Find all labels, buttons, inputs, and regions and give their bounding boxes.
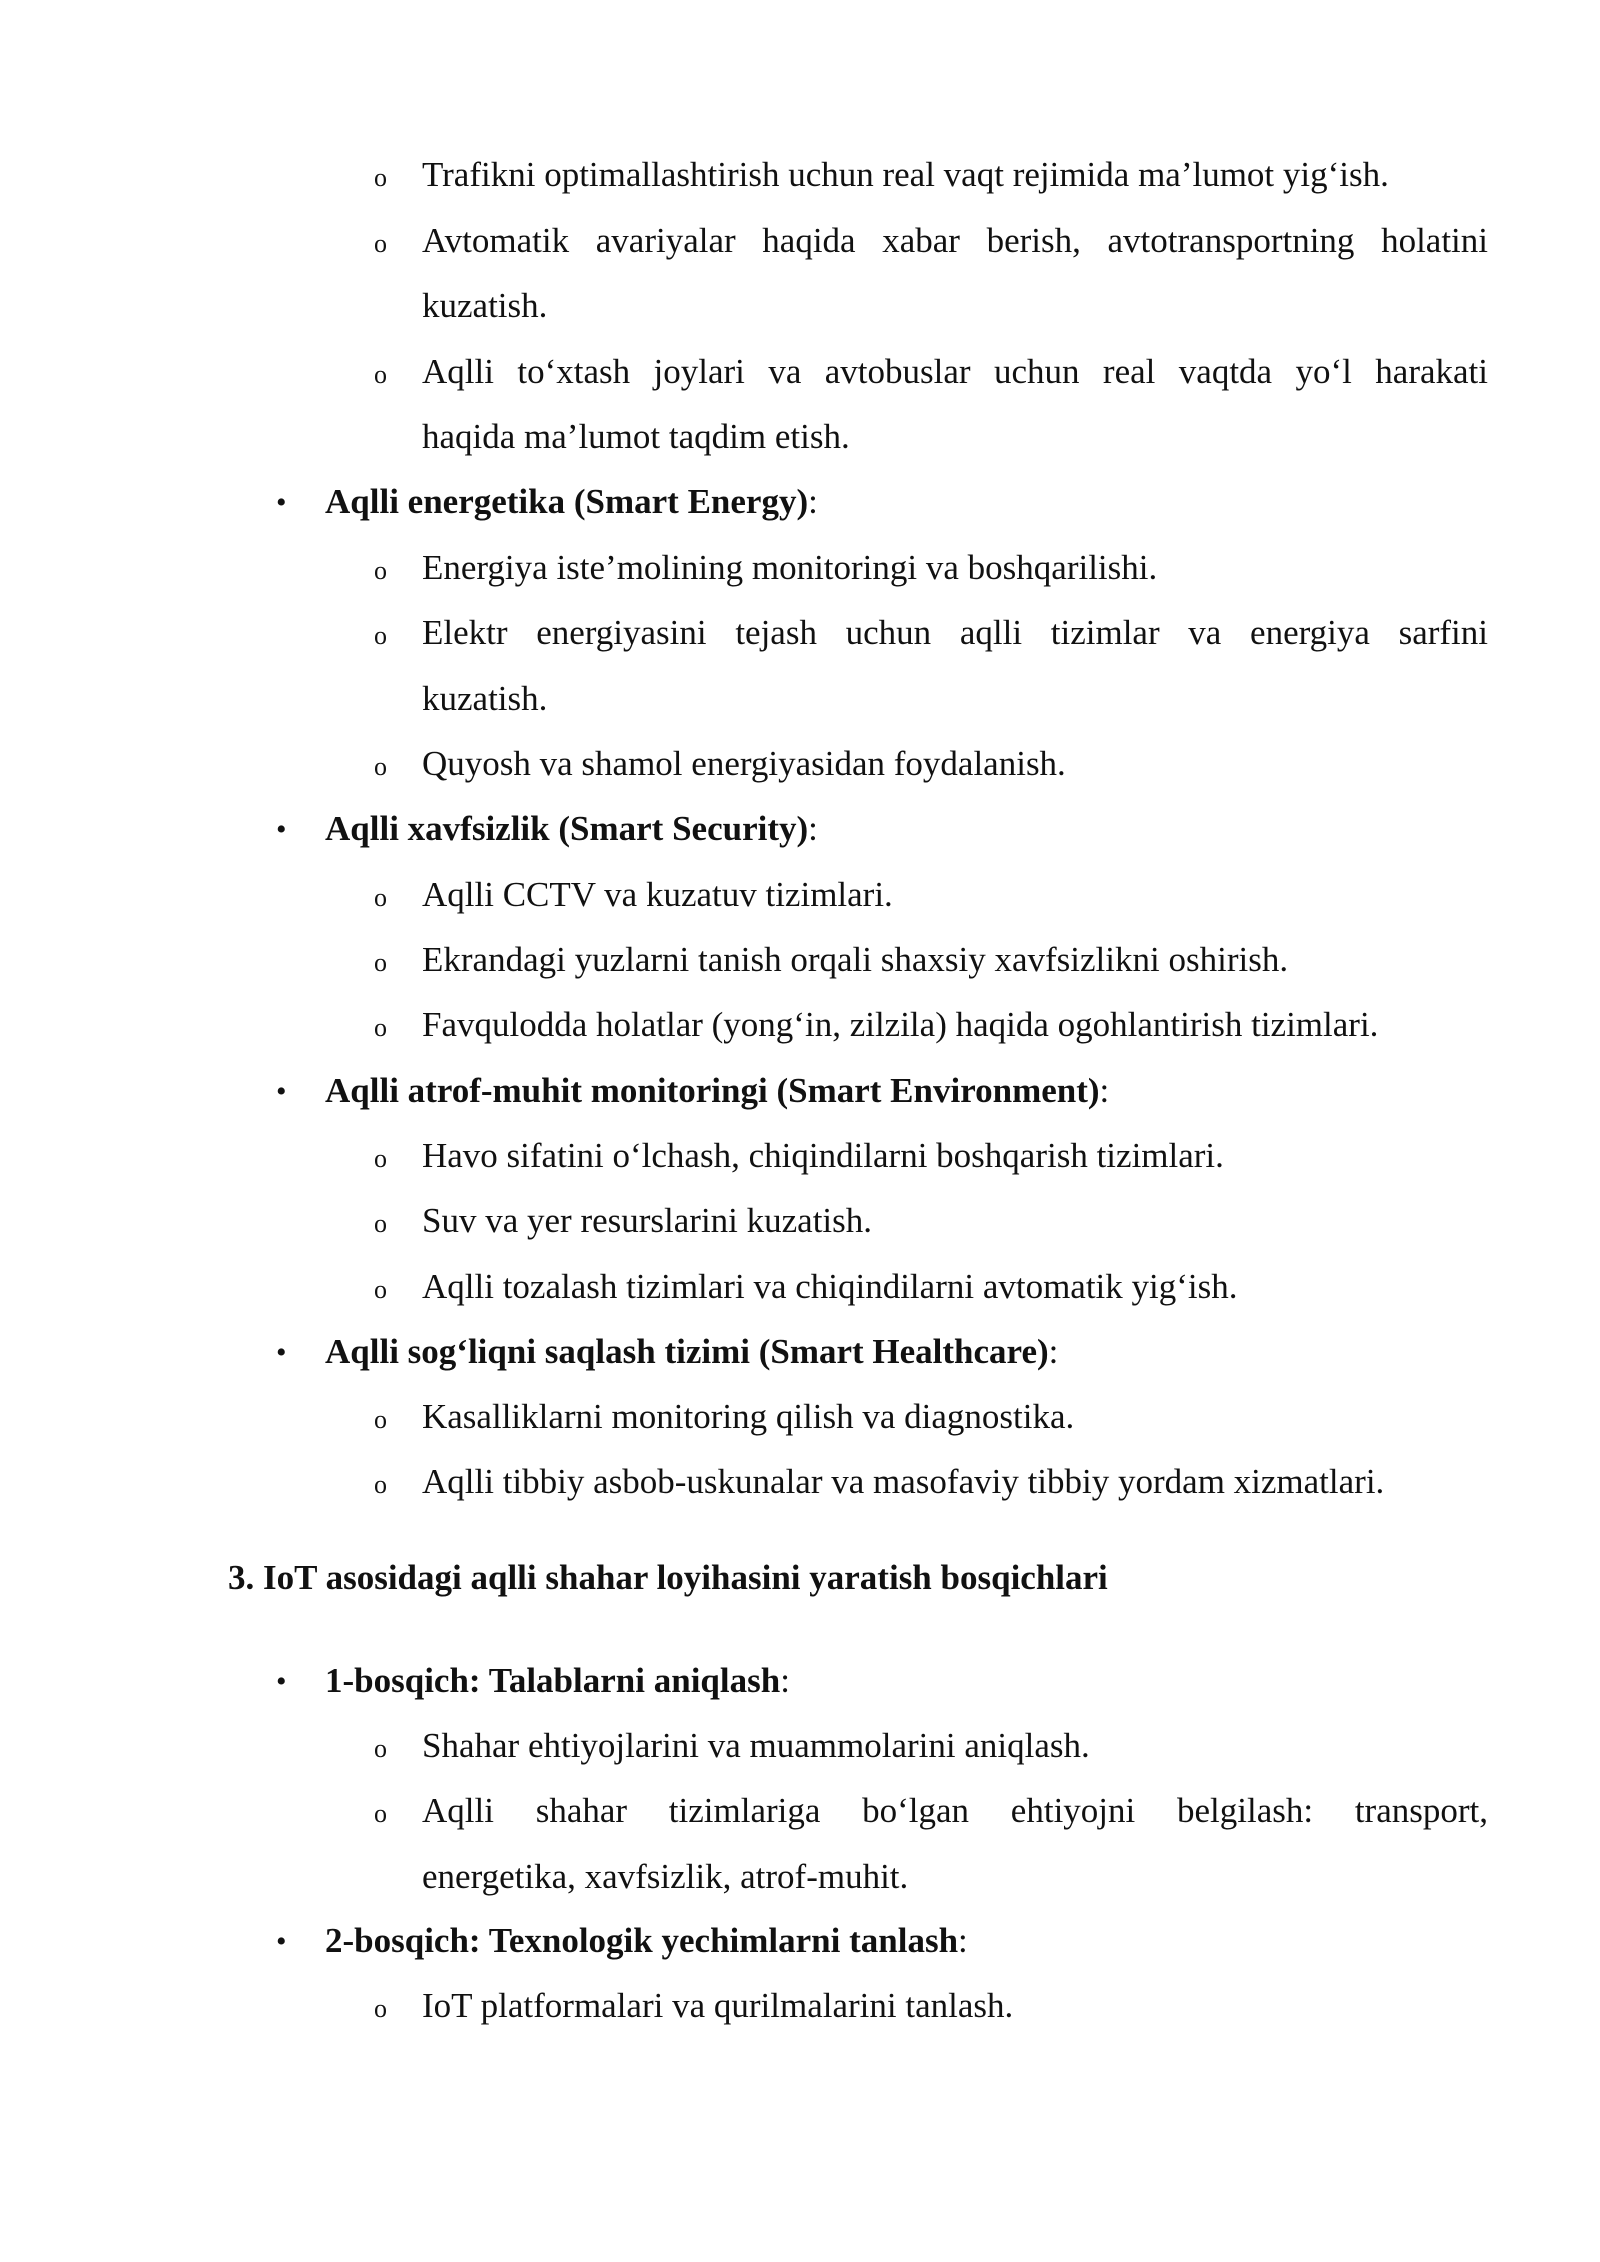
list-item: Suv va yer resurslarini kuzatish.	[422, 1201, 873, 1240]
bullet-colon: :	[1048, 1332, 1059, 1371]
bullet-heading-step2	[325, 1919, 968, 1963]
list-item: Aqlli shahar tizimlariga bo‘lgan ehtiyojni belgilash: transport,	[422, 1791, 1488, 1830]
bullet-title: Aqlli xavfsizlik (Smart Security)	[325, 809, 809, 848]
list-item: Quyosh va shamol energiyasidan foydalanish.	[422, 744, 1066, 783]
bullet-title: Aqlli atrof-muhit monitoringi (Smart Environment)	[325, 1071, 1100, 1110]
list-item: Favqulodda holatlar (yong‘in, zilzila) haqida ogohlantirish tizimlari.	[422, 1005, 1379, 1044]
sub-bullet-marker: o	[374, 1994, 387, 2023]
list-item: IoT platformalari va qurilmalarini tanlash.	[422, 1986, 1014, 2025]
sub-bullet-marker: o	[374, 1144, 387, 1173]
bullet-marker: •	[276, 1665, 287, 1698]
bullet-title: Aqlli energetika (Smart Energy)	[325, 482, 809, 521]
list-item-continuation: energetika, xavfsizlik, atrof-muhit.	[422, 1857, 909, 1896]
sub-bullet-marker: o	[374, 163, 387, 192]
bullet-heading-step1	[325, 1659, 790, 1703]
bullet-heading-healthcare	[325, 1330, 1058, 1374]
bullet-marker: •	[276, 813, 287, 846]
sub-bullet-marker: o	[374, 1470, 387, 1499]
list-item: Trafikni optimallashtirish uchun real vaqt rejimida ma’lumot yig‘ish.	[422, 155, 1389, 194]
bullet-title: Aqlli sog‘liqni saqlash tizimi (Smart Healthcare)	[325, 1332, 1049, 1371]
sub-bullet-marker: o	[374, 556, 387, 585]
sub-bullet-marker: o	[374, 621, 387, 650]
bullet-title: 1-bosqich: Talablarni aniqlash	[325, 1661, 781, 1700]
sub-bullet-marker: o	[374, 229, 387, 258]
list-item: Energiya iste’molining monitoringi va boshqarilishi.	[422, 548, 1158, 587]
bullet-marker: •	[276, 486, 287, 519]
bullet-heading-environment	[325, 1069, 1109, 1113]
list-item: Avtomatik avariyalar haqida xabar berish, avtotransportning holatini	[422, 221, 1488, 260]
bullet-colon: :	[958, 1921, 968, 1960]
sub-bullet-marker: o	[374, 360, 387, 389]
list-item-continuation: kuzatish.	[422, 286, 548, 325]
sub-bullet-marker: o	[374, 883, 387, 912]
bullet-marker: •	[276, 1336, 287, 1369]
list-item: Aqlli CCTV va kuzatuv tizimlari.	[422, 875, 893, 914]
bullet-heading-security	[325, 807, 818, 851]
sub-bullet-marker: o	[374, 1405, 387, 1434]
list-item: Aqlli to‘xtash joylari va avtobuslar uchun real vaqtda yo‘l harakati	[422, 352, 1488, 391]
list-item: Aqlli tibbiy asbob-uskunalar va masofaviy tibbiy yordam xizmatlari.	[422, 1462, 1385, 1501]
bullet-title: 2-bosqich: Texnologik yechimlarni tanlash	[325, 1921, 959, 1960]
bullet-colon: :	[808, 482, 818, 521]
section-heading: 3. IoT asosidagi aqlli shahar loyihasini yaratish bosqichlari	[228, 1558, 1108, 1597]
bullet-heading-energy	[325, 480, 818, 524]
bullet-colon: :	[1099, 1071, 1110, 1110]
sub-bullet-marker: o	[374, 1734, 387, 1763]
bullet-colon: :	[808, 809, 818, 848]
sub-bullet-marker: o	[374, 1013, 387, 1042]
sub-bullet-marker: o	[374, 1209, 387, 1238]
list-item: Aqlli tozalash tizimlari va chiqindilarni avtomatik yig‘ish.	[422, 1267, 1238, 1306]
list-item: Elektr energiyasini tejash uchun aqlli tizimlar va energiya sarfini	[422, 613, 1488, 652]
sub-bullet-marker: o	[374, 1275, 387, 1304]
bullet-colon: :	[780, 1661, 790, 1700]
sub-bullet-marker: o	[374, 948, 387, 977]
bullet-marker: •	[276, 1925, 287, 1958]
list-item-continuation: kuzatish.	[422, 679, 548, 718]
sub-bullet-marker: o	[374, 752, 387, 781]
bullet-marker: •	[276, 1075, 287, 1108]
list-item: Shahar ehtiyojlarini va muammolarini aniqlash.	[422, 1726, 1090, 1765]
list-item: Havo sifatini o‘lchash, chiqindilarni boshqarish tizimlari.	[422, 1136, 1224, 1175]
list-item: Kasalliklarni monitoring qilish va diagnostika.	[422, 1397, 1075, 1436]
list-item-continuation: haqida ma’lumot taqdim etish.	[422, 417, 850, 456]
list-item: Ekrandagi yuzlarni tanish orqali shaxsiy xavfsizlikni oshirish.	[422, 940, 1289, 979]
sub-bullet-marker: o	[374, 1799, 387, 1828]
